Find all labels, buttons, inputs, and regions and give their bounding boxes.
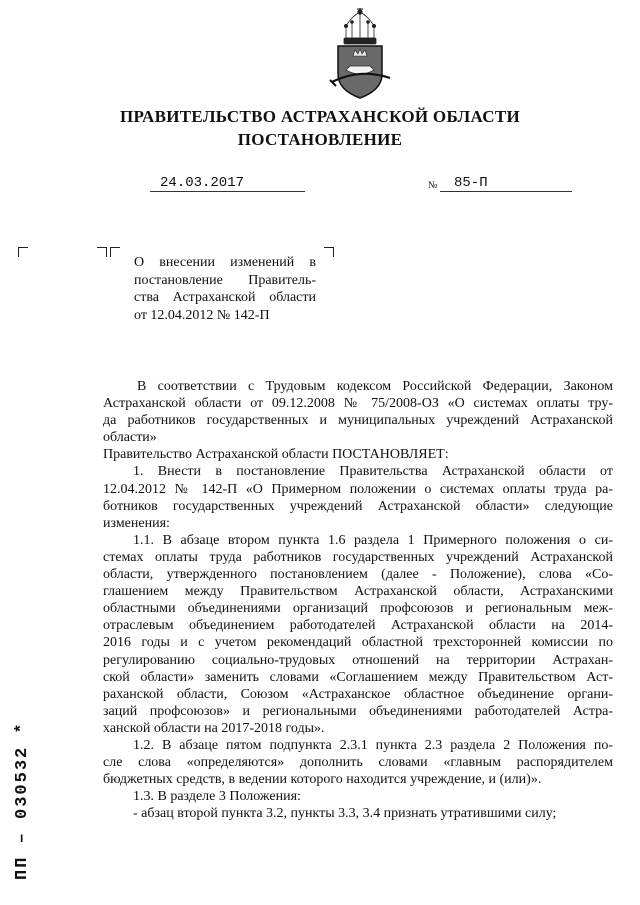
body-line: области» [103, 430, 157, 446]
body-line: сле слова «определяются» дополнить словами «главным распорядителем [103, 755, 613, 771]
body-line: ской области» заменить словами «Соглашением между Правительством Аст- [103, 669, 613, 685]
body-line: - абзац второй пункта 3.2, пункты 3.3, 3.4 признать утратившими силу; [133, 806, 557, 822]
body-line: 1.2. В абзаце пятом подпункта 2.3.1 пункта 2.3 раздела 2 Положения по- [133, 737, 613, 753]
document-subject [134, 254, 316, 324]
body-line: Правительство Астраханской области ПОСТАНОВЛЯЕТ: [103, 447, 449, 463]
body-line: 12.04.2012 № 142-П «О Примерном положении о системах оплаты труда ра- [103, 481, 613, 497]
document-body [103, 378, 613, 822]
subject-line: О внесении изменений в [134, 255, 316, 270]
serial-stamp-text: ПП – 030532 * [13, 721, 32, 880]
body-line: 1.3. В разделе 3 Положения: [133, 789, 301, 805]
body-line: да работников государственных и муниципальных учреждений Астраханской [103, 413, 613, 429]
body-line: области, утвержденного постановлением (далее - Положение), слова «Со- [103, 567, 613, 583]
corner-mark [18, 247, 28, 257]
number-sign: № [428, 180, 438, 191]
serial-stamp [8, 700, 38, 880]
date-underline [150, 191, 305, 192]
document-date: 24.03.2017 [160, 175, 245, 191]
corner-mark [97, 247, 107, 257]
corner-mark [324, 247, 334, 257]
body-line: 2016 годы и с учетом рекомендаций областной трехсторонней комиссии по [103, 635, 613, 651]
body-line: 1.1. В абзаце втором пункта 1.6 раздела 1 Примерного положения о си- [133, 532, 613, 548]
body-line: ханской области на 2017-2018 годы». [103, 720, 325, 736]
body-line: заций профсоюзов» и региональными объединениями работодателей Астра- [103, 703, 613, 719]
number-underline [440, 191, 572, 192]
document-number: 85-П [454, 175, 488, 191]
corner-mark [110, 247, 120, 257]
subject-line: постановление Правитель- [134, 272, 316, 288]
body-line: Астраханской области от 09.12.2008 № 75/2008-ОЗ «О системах оплаты тру- [103, 396, 613, 412]
body-line: раханской области, Союзом «Астраханское областное объединение органи- [103, 686, 613, 702]
body-line: 1. Внести в постановление Правительства Астраханской области от [133, 464, 613, 480]
body-line: отраслевым объединением работодателей Астраханской области на 2014- [103, 618, 613, 634]
subject-line: ства Астраханской области [134, 290, 316, 305]
subject-line: от 12.04.2012 № 142-П [134, 307, 270, 323]
doc-type-title: ПОСТАНОВЛЕНИЕ [237, 130, 403, 149]
body-line: стемах оплаты труда работников государственных учреждений Астраханской [103, 549, 613, 565]
body-line: В соответствии с Трудовым кодексом Российской Федерации, Законом [137, 379, 613, 394]
body-line: глашением между Правительством Астраханской области, Астраханскими [103, 584, 613, 600]
body-line: изменения: [103, 515, 170, 531]
body-line: регулированию социально-трудовых отношений на территории Астрахан- [103, 652, 613, 668]
body-line: бюджетных средств, в ведении которого находится учреждение, и (или)». [103, 772, 542, 788]
org-title: ПРАВИТЕЛЬСТВО АСТРАХАНСКОЙ ОБЛАСТИ [120, 107, 520, 126]
body-line: ботников государственных учреждений Астраханской области» следующие [103, 498, 613, 514]
coat-of-arms-icon [322, 8, 398, 102]
body-line: областными объединениями организаций профсоюзов и региональным меж- [103, 601, 613, 617]
